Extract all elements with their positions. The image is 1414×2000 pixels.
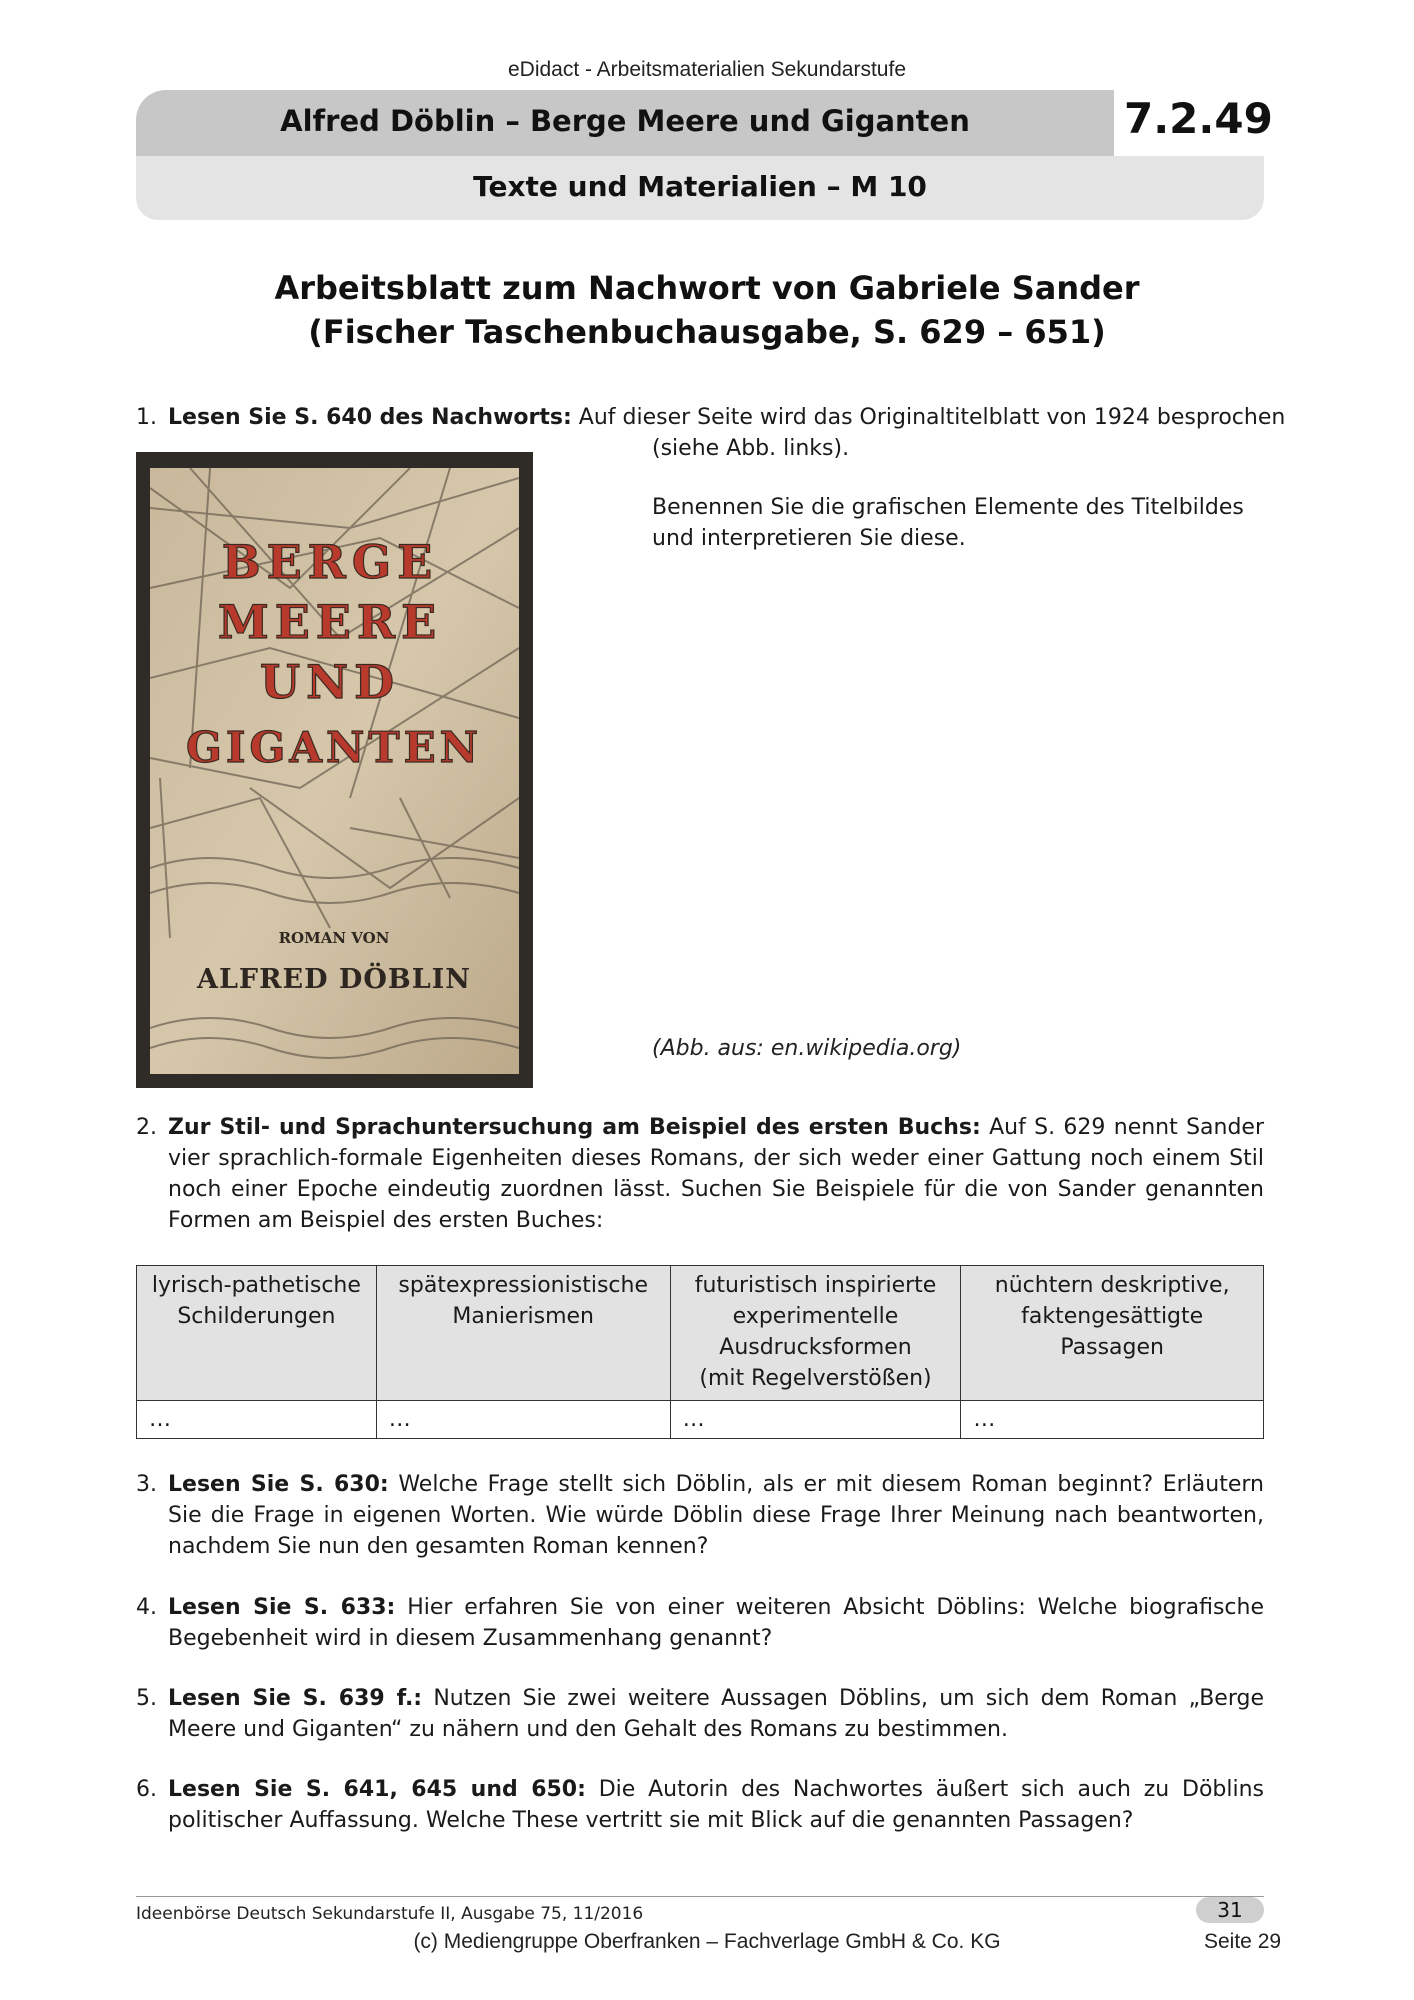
- task-1-instruction: Benennen Sie die grafischen Elemente des Titelbildes und interpretieren Sie diese.: [652, 495, 1244, 551]
- task-lead: Lesen Sie S. 630:: [168, 1472, 389, 1497]
- header-line: spätexpressionistische: [398, 1273, 648, 1298]
- table-header-cell: [137, 1266, 377, 1401]
- task-text: [168, 1469, 1264, 1562]
- cover-author: ALFRED DÖBLIN: [197, 964, 471, 995]
- header-line: Passagen: [1060, 1335, 1164, 1360]
- image-caption: (Abb. aus: en.wikipedia.org): [652, 1036, 962, 1061]
- task-body: Die Autorin des Nachwortes äußert sich auch zu Döblins politischer Auffassung. Welche These vertritt sie mit Blick auf die genannten Passagen?: [168, 1777, 1265, 1833]
- header-line: Schilderungen: [177, 1304, 336, 1329]
- task-lead: Zur Stil- und Sprachuntersuchung am Beispiel des ersten Buchs:: [168, 1115, 981, 1140]
- task-body: Auf S. 629 nennt Sander vier sprachlich-formale Eigenheiten dieses Romans, der sich weder einer Gattung noch einem Stil noch einer Epoche eindeutig zuordnen lässt. Suchen Sie Beispiele für die von Sander genannten Formen am Beispiel des ersten Buches:: [168, 1115, 1264, 1233]
- task-lead: Lesen Sie S. 640 des Nachworts:: [168, 405, 572, 430]
- table-cell: …: [137, 1401, 377, 1439]
- table-cell: …: [961, 1401, 1264, 1439]
- subtitle-banner: [136, 156, 1264, 220]
- task-number: 3.: [136, 1472, 157, 1497]
- task-number: 6.: [136, 1777, 157, 1802]
- header-line: lyrisch-pathetische: [151, 1273, 361, 1298]
- material-number: 7.2.49: [1124, 94, 1273, 143]
- table-header-row: [137, 1266, 1264, 1401]
- task-4: [136, 1592, 1264, 1654]
- page-heading: [0, 266, 1414, 354]
- table-row: [137, 1401, 1264, 1439]
- worksheet-title: Alfred Döblin – Berge Meere und Giganten: [280, 104, 970, 138]
- table-cell: …: [670, 1401, 961, 1439]
- table-header-cell: [670, 1266, 961, 1401]
- task-1-ref: (siehe Abb. links).: [652, 436, 850, 461]
- header-line: Ausdrucksformen: [719, 1335, 912, 1360]
- task-number: 2.: [136, 1115, 157, 1140]
- task-number: 1.: [136, 405, 157, 430]
- header-line: Manierismen: [452, 1304, 594, 1329]
- task-number: 5.: [136, 1686, 157, 1711]
- task-body: Hier erfahren Sie von einer weiteren Absicht Döblins: Welche biografische Begebenheit wird in diesem Zusammenhang genannt?: [168, 1595, 1265, 1651]
- task-number: 4.: [136, 1595, 157, 1620]
- task-body: Welche Frage stellt sich Döblin, als er mit diesem Roman beginnt? Erläutern Sie die Frage in eigenen Worten. Wie würde Döblin diese Frage Ihrer Meinung nach beantworten, nachdem Sie nun den gesamten Roman kennen?: [168, 1472, 1264, 1559]
- task-text: [168, 402, 1285, 433]
- task-3: [136, 1469, 1264, 1562]
- task-body: Nutzen Sie zwei weitere Aussagen Döblins, um sich dem Roman „Berge Meere und Giganten“ zu nähern und den Gehalt des Romans zu bestimmen.: [168, 1686, 1264, 1742]
- cover-title-line: BERGE: [221, 535, 439, 589]
- page-label: Seite 29: [1204, 1930, 1282, 1953]
- cover-title-line: UND: [259, 655, 401, 709]
- header-line: experimentelle: [732, 1304, 899, 1329]
- task-6: [136, 1774, 1264, 1836]
- task-2: [136, 1112, 1264, 1236]
- heading-line-2: (Fischer Taschenbuchausgabe, S. 629 – 651): [308, 313, 1106, 351]
- header-line: faktengesättigte: [1021, 1304, 1204, 1329]
- copyright-line: (c) Mediengruppe Oberfranken – Fachverlage GmbH & Co. KG: [413, 1930, 1001, 1953]
- heading-line-1: Arbeitsblatt zum Nachwort von Gabriele Sander: [274, 269, 1140, 307]
- page-number-badge: 31: [1196, 1897, 1264, 1923]
- footer-divider: [136, 1896, 1264, 1897]
- table-cell: …: [376, 1401, 670, 1439]
- table-header-cell: [376, 1266, 670, 1401]
- task-text: [168, 1683, 1264, 1745]
- task-body: Auf dieser Seite wird das Originaltitelblatt von 1924 besprochen: [578, 405, 1286, 430]
- worksheet-subtitle: Texte und Materialien – M 10: [473, 170, 927, 203]
- title-banner: [136, 90, 1114, 156]
- header-line: (mit Regelverstößen): [699, 1366, 932, 1391]
- cover-title-line: MEERE: [217, 595, 443, 649]
- header-line: futuristisch inspirierte: [694, 1273, 937, 1298]
- task-lead: Lesen Sie S. 641, 645 und 650:: [168, 1777, 586, 1802]
- cover-roman-von: ROMAN VON: [278, 929, 390, 947]
- task-5: [136, 1683, 1264, 1745]
- table-header-cell: [961, 1266, 1264, 1401]
- task-text: [168, 1592, 1264, 1654]
- task-text: [168, 1774, 1264, 1836]
- task-text: [168, 1112, 1264, 1236]
- cover-title-line: GIGANTEN: [185, 723, 483, 772]
- task-lead: Lesen Sie S. 639 f.:: [168, 1686, 423, 1711]
- publisher-note: eDidact - Arbeitsmaterialien Sekundarstufe: [507, 58, 907, 81]
- book-cover-illustration: [150, 468, 519, 1074]
- task-lead: Lesen Sie S. 633:: [168, 1595, 396, 1620]
- style-forms-table: [136, 1265, 1264, 1439]
- book-cover-image: [136, 452, 533, 1088]
- footer-source: Ideenbörse Deutsch Sekundarstufe II, Ausgabe 75, 11/2016: [136, 1904, 644, 1924]
- header-line: nüchtern deskriptive,: [994, 1273, 1230, 1298]
